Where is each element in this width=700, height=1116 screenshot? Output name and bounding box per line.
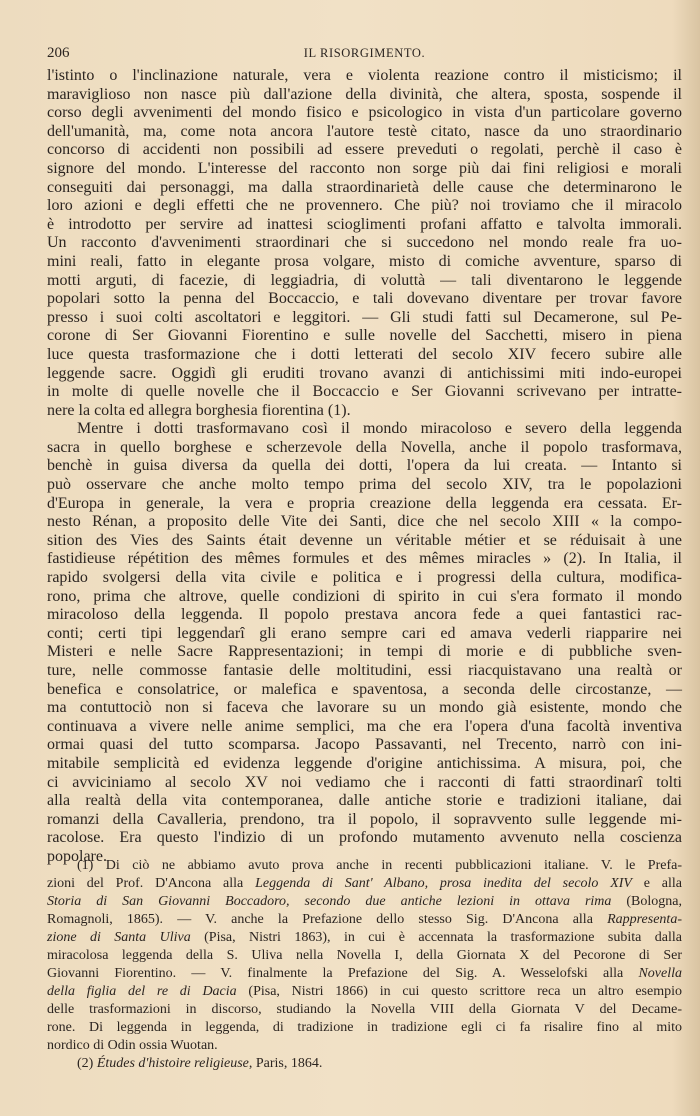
italic-title: Novella [638,966,682,981]
text-line: benefica e consolatrice, or malefica e spaventosa, a seconda delle circostanze, — [47,680,682,698]
footnote-line [47,929,682,947]
footnote-line [47,1019,682,1037]
italic-title: Storia di San Giovanni Boccadoro, secondo due antiche lezioni in ottava rima [47,894,612,909]
footnote-line [47,893,682,911]
text-line: miracoloso della leggenda. Il popolo prestava ancora fede a quei fantastici rac- [47,606,682,624]
text-line: signore del mondo. L'interesse del racconto non sorge più dai fini religiosi e morali [47,159,682,177]
text-line: ormai quasi del tutto scomparsa. Jacopo Passavanti, nel Trecento, narrò con ini- [47,736,682,754]
text-line: sacra in quello borghese e scherzevole della Novella, anche il popolo trasformava, [47,438,682,456]
text-line: leggende sacre. Oggidì gli eruditi trovano avanzi di antichissimi miti indo-europei [47,364,682,382]
text-line: nere la colta ed allegra borghesia fiorentina (1). [47,401,351,419]
footnote-text: (1) Di ciò ne abbiamo avuto prova anche in recenti pubblicazioni italiane. V. le Prefa- [77,858,682,873]
text-line: può osservare che anche molto tempo prima del secolo XIV, tra le popolazioni [47,476,682,494]
footnotes [47,857,682,1073]
text-line: fastidieuse répétition des mêmes formules et des mêmes miracles » (2). In Italia, il [47,550,682,568]
footnote-text: rone. Di leggenda in leggenda, di tradizione in tradizione egli ci fa risalire fino al mito [47,1020,682,1035]
footnote-line [47,875,682,893]
text-line: Mentre i dotti trasformavano così il mondo miracoloso e severo della leggenda [77,420,682,438]
footnote-text: e alla [631,876,682,891]
text-line: ci avviciniamo al secolo XV noi vediamo che i racconti di fatti straordinarî tolti [47,773,682,791]
text-line: presso i suoi colti ascoltatori e leggitori. — Gli studi fatti sul Decamerone, sul Pe- [47,308,682,326]
text-line: nesto Rénan, a proposito delle Vite dei Santi, dice che nel secolo XIII « la compo- [47,513,682,531]
footnote-line [47,857,682,875]
italic-title: della figlia del re di Dacia [47,984,237,999]
running-title: IL RISORGIMENTO. [303,46,426,60]
footnote-text: zioni del Prof. D'Ancona alla [47,876,256,891]
text-line: dell'umanità, ma, come nota ancora l'autore testè citato, nasce da uno straordinario [47,122,682,140]
text-line: maraviglioso non nasce più dall'azione della divinità, che altera, sposta, sospende il [47,85,682,103]
text-line: è introdotto per servire ad inattesi scioglimenti profani affatto e talvolta immorali. [47,215,682,233]
text-line: l'istinto o l'inclinazione naturale, vera e violenta reazione contro il misticismo; il [47,67,682,84]
footnote-text: delle trasformazioni in discorso, studiando la Novella VIII della Giornata V del Decame- [47,1002,682,1017]
text-line: alla realtà della vita contemporanea, dalle antiche storie e tradizioni italiane, dai [47,792,682,810]
text-line: Un racconto d'avvenimenti straordinari che si succedono nel mondo reale fra uo- [47,234,682,252]
footnote-line [47,1055,682,1073]
text-line: popolari sotto la penna del Boccaccio, e tali dovevano diventare per trovar favore [47,290,682,308]
text-line: motti arguti, di facezie, di leggiadria, di voluttà — tali diventarono le leggende [47,271,682,289]
text-line: continuava a vivere nelle anime semplici, ma che era l'opera d'una facoltà inventiva [47,717,682,735]
text-line: ture, nelle commosse fantasie delle moltitudini, essi riacquistavano una realtà or [47,662,682,679]
page-number: 206 [47,45,70,61]
text-line: conti; certi tipi leggendarî gli erano sempre cari ed amava vederli riapparire nei [47,624,682,642]
footnote-text: , Paris, 1864. [248,1056,323,1071]
text-line: sition des Vies des Saints était devenne un véritable métier et se réduisait à une [47,531,682,549]
text-line: concorso di accidenti non possibili ad essere preveduti o regolati, perchè il caso è [47,141,682,159]
footnote-text: Romagnoli, 1865). — V. anche la Prefazione dello stesso Sig. D'Ancona alla [47,912,608,927]
footnote-line [47,1037,682,1055]
footnote-text: (Pisa, Nistri 1866) in cui questo scrittore reca un altro esempio [236,984,682,999]
text-line: in molte di quelle novelle che il Boccaccio e Ser Giovanni scrivevano per intratte- [47,383,682,401]
text-line: rapido svolgersi della vita civile e politica e i progressi della cultura, modifica- [47,569,682,587]
footnote-line [47,911,682,929]
text-line: rono, prima che altrove, quelle condizioni di spirito in cui s'era formato il mondo [47,587,682,605]
text-line: conseguiti dai personaggi, ma dalla straordinarietà delle cause che determinarono le [47,178,682,196]
text-line: mitabile semplicità ed evidenza leggende d'origine antichissima. A misura, poi, che [47,754,682,772]
footnote-text: (2) [77,1056,97,1071]
paragraph [47,67,682,420]
italic-title: Leggenda di Sant' Albano, prosa inedita del secolo XIV [255,876,632,891]
text-line: popolare. [47,847,107,865]
text-line: corone di Ser Giovanni Fiorentino e sulle novelle del Sacchetti, misero in piena [47,327,682,345]
text-line: ma contuttociò non si faceva che lavorare su un mondo già esistente, mondo che [47,699,682,717]
page-header [47,45,682,65]
footnote-text: miracolosa leggenda della S. Uliva nella Novella I, della Giornata X del Pecorone di Ser [47,948,682,963]
footnote-line [47,983,682,1001]
text-line: d'Europa in generale, la vera e propria creazione della leggenda era cessata. Er- [47,494,682,512]
italic-title: zione di Santa Uliva [47,930,191,945]
paragraph [47,420,682,866]
footnote-text: Giovanni Fiorentino. — V. finalmente la Prefazione del Sig. A. Wesselofski alla [47,966,639,981]
footnote-line [47,965,682,983]
text-line: racolose. Era questo l'indizio di un profondo mutamento avvenuto nella coscienza [47,829,682,847]
text-line: romanzi della Cavalleria, prendono, tra il popolo, il sopravvento sulle leggende mi- [47,810,682,828]
text-line: luce questa trasformazione che i dotti letterati del secolo XIV fecero subire alle [47,345,682,363]
text-line: Misteri e nelle Sacre Rappresentazioni; in tempi di morie e di pubbliche sven- [47,643,682,661]
footnote-line [47,1001,682,1019]
text-line: loro azioni e degli effetti che ne provennero. Che più? noi troviamo che il miracolo [47,197,682,215]
footnote-text: (Bologna, [611,894,682,909]
italic-title: Rappresenta- [607,912,682,927]
italic-title: Études d'histoire religieuse [96,1056,249,1071]
body-text [47,67,682,867]
text-line: corso degli avvenimenti del mondo fisico e psicologico in vista d'un particolare governo [47,104,682,122]
text-line: mini reali, fatto in elegante prosa volgare, misto di comiche avventure, sparso di [47,252,682,270]
footnote-line [47,947,682,965]
footnote-text: nordico di Odin ossia Wuotan. [47,1038,218,1053]
text-line: benchè in guisa diversa da quella dei dotti, l'opera da lui creata. — Intanto si [47,457,682,475]
footnote-text: (Pisa, Nistri 1863), in cui è accennata la trasformazione subita dalla [190,930,682,945]
